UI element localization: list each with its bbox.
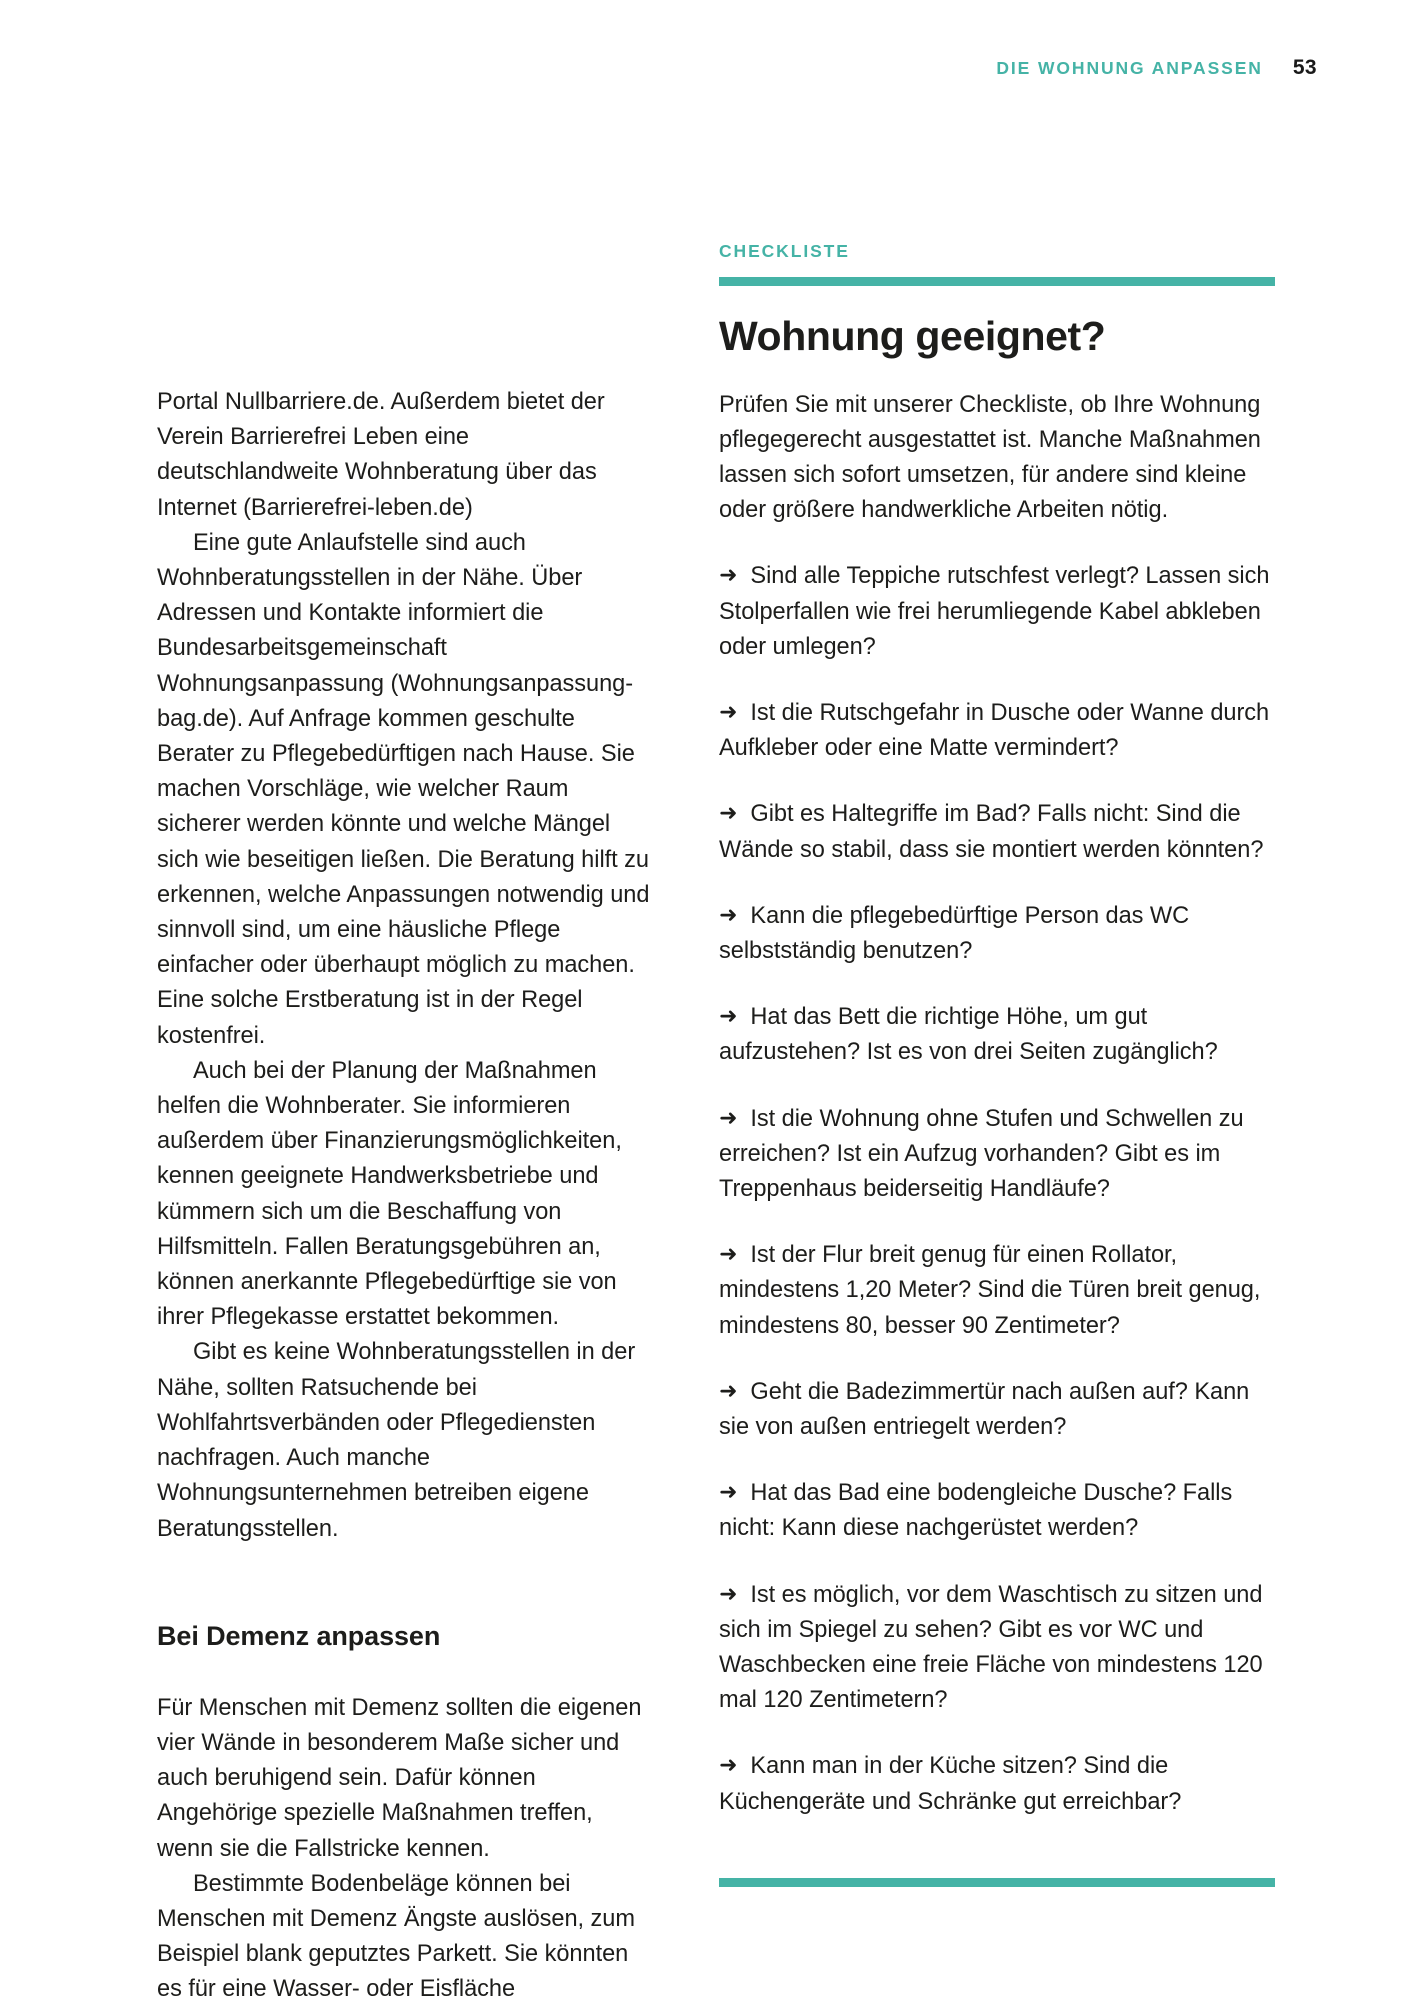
checklist-item-text: Geht die Badezimmertür nach außen auf? Kann sie von außen entriegelt werden? <box>719 1378 1250 1440</box>
arrow-right-icon: ➜ <box>719 1378 738 1404</box>
checklist-item <box>719 559 1275 665</box>
left-paragraph: Eine gute Anlaufstelle sind auch Wohnberatungsstellen in der Nähe. Über Adressen und Kontakte informiert die Bundesarbeitsgemeinschaft Wohnungsanpassung (Wohnungsanpassung-bag.de). Auf Anfrage kommen geschulte Berater zu Pflegebedürftigen nach Hause. Sie machen Vorschläge, wie welcher Raum sicherer werden könnte und welche Mängel sich wie beseitigen ließen. Die Beratung hilft zu erkennen, welche Anpassungen notwendig und sinnvoll sind, um eine häusliche Pflege einfacher oder überhaupt möglich zu machen. Eine solche Erstberatung ist in der Regel kostenfrei. <box>157 529 650 1049</box>
checklist-items <box>719 559 1275 1819</box>
checklist-intro: Prüfen Sie mit unserer Checkliste, ob Ihre Wohnung pflegegerecht ausgestattet ist. Manche Maßnahmen lassen sich sofort umsetzen, für andere sind kleine oder größere handwerkliche Arbeiten nötig. <box>719 391 1261 524</box>
arrow-right-icon: ➜ <box>719 1480 738 1506</box>
arrow-right-icon: ➜ <box>719 1242 738 1268</box>
checklist-item <box>719 1476 1275 1546</box>
checklist-item-text: Gibt es Haltegriffe im Bad? Falls nicht: Sind die Wände so stabil, dass sie montiert werden könnten? <box>719 801 1264 863</box>
checklist-item <box>719 1375 1275 1445</box>
checklist-kicker: CHECKLISTE <box>719 241 850 261</box>
section-spacer <box>157 1547 654 1619</box>
arrow-right-icon: ➜ <box>719 563 738 589</box>
checklist-item-text: Ist die Wohnung ohne Stufen und Schwellen zu erreichen? Ist ein Aufzug vorhanden? Gibt es im Treppenhaus beiderseitig Handläufe? <box>719 1105 1244 1202</box>
left-paragraph: Bestimmte Bodenbeläge können bei Menschen mit Demenz Ängste auslösen, zum Beispiel blank geputztes Parkett. Sie könnten es für eine Wasser- oder Eisfläche <box>157 1870 635 2003</box>
checklist-item <box>719 797 1275 867</box>
checklist-item <box>719 1102 1275 1208</box>
left-subheading: Bei Demenz anpassen <box>157 1620 441 1651</box>
arrow-right-icon: ➜ <box>719 1581 738 1607</box>
arrow-right-icon: ➜ <box>719 1105 738 1131</box>
left-column-body <box>157 385 654 2008</box>
checklist-item-text: Ist die Rutschgefahr in Dusche oder Wanne durch Aufkleber oder eine Matte vermindert? <box>719 699 1270 762</box>
checklist-item <box>719 1000 1275 1070</box>
checklist-item <box>719 1578 1275 1719</box>
checklist-item-text: Hat das Bett die richtige Höhe, um gut aufzustehen? Ist es von drei Seiten zugänglich? <box>719 1004 1218 1066</box>
checklist-top-rule <box>719 277 1275 286</box>
left-paragraph: Für Menschen mit Demenz sollten die eigenen vier Wände in besonderem Maße sicher und auch beruhigend sein. Dafür können Angehörige spezielle Maßnahmen treffen, wenn sie die Fallstricke kennen. <box>157 1694 642 1862</box>
checklist-item <box>719 899 1275 969</box>
subheading-spacer <box>157 1653 654 1691</box>
checklist-item-text: Ist der Flur breit genug für einen Rollator, mindestens 1,20 Meter? Sind die Türen breit genug, mindestens 80, besser 90 Zentimeter? <box>719 1242 1261 1339</box>
checklist-title: Wohnung geeignet? <box>719 312 1106 359</box>
left-paragraph: Gibt es keine Wohnberatungsstellen in der Nähe, sollten Ratsuchende bei Wohlfahrtsverbänden oder Pflegediensten nachfragen. Auch manche Wohnungsunternehmen betreiben eigene Beratungsstellen. <box>157 1339 636 1542</box>
left-paragraph: Auch bei der Planung der Maßnahmen helfen die Wohnberater. Sie informieren außerdem über Finanzierungsmöglichkeiten, kennen geeignete Handwerksbetriebe und kümmern sich um die Beschaffung von Hilfsmitteln. Fallen Beratungsgebühren an, können anerkannte Pflegebedürftige sie von ihrer Pflegekasse erstattet bekommen. <box>157 1057 622 1331</box>
arrow-right-icon: ➜ <box>719 902 738 928</box>
checklist-item-text: Kann man in der Küche sitzen? Sind die Küchengeräte und Schränke gut erreichbar? <box>719 1753 1182 1815</box>
checklist-box <box>719 243 1275 1887</box>
checklist-item <box>719 1749 1275 1819</box>
checklist-item-text: Sind alle Teppiche rutschfest verlegt? Lassen sich Stolperfallen wie frei herumliegende Kabel abkleben oder umlegen? <box>719 563 1270 660</box>
arrow-right-icon: ➜ <box>719 699 738 725</box>
checklist-item-text: Kann die pflegebedürftige Person das WC selbstständig benutzen? <box>719 902 1190 964</box>
running-head-title: DIE WOHNUNG ANPASSEN <box>996 58 1263 78</box>
left-paragraph: Portal Nullbarriere.de. Außerdem bietet der Verein Barrierefrei Leben eine deutschlandweite Wohnberatung über das Internet (Barrierefrei-leben.de) <box>157 389 605 521</box>
left-text-column <box>157 385 654 2008</box>
checklist-item <box>719 696 1275 766</box>
arrow-right-icon: ➜ <box>719 1004 738 1030</box>
checklist-bottom-rule <box>719 1878 1275 1887</box>
running-head <box>996 56 1317 80</box>
checklist-item <box>719 1238 1275 1344</box>
page-number: 53 <box>1292 56 1317 79</box>
arrow-right-icon: ➜ <box>719 1753 738 1779</box>
arrow-right-icon: ➜ <box>719 801 738 827</box>
checklist-item-text: Ist es möglich, vor dem Waschtisch zu sitzen und sich im Spiegel zu sehen? Gibt es vor WC und Waschbecken eine freie Fläche von mindestens 120 mal 120 Zentimetern? <box>719 1581 1263 1714</box>
checklist-item-text: Hat das Bad eine bodengleiche Dusche? Falls nicht: Kann diese nachgerüstet werden? <box>719 1480 1233 1542</box>
